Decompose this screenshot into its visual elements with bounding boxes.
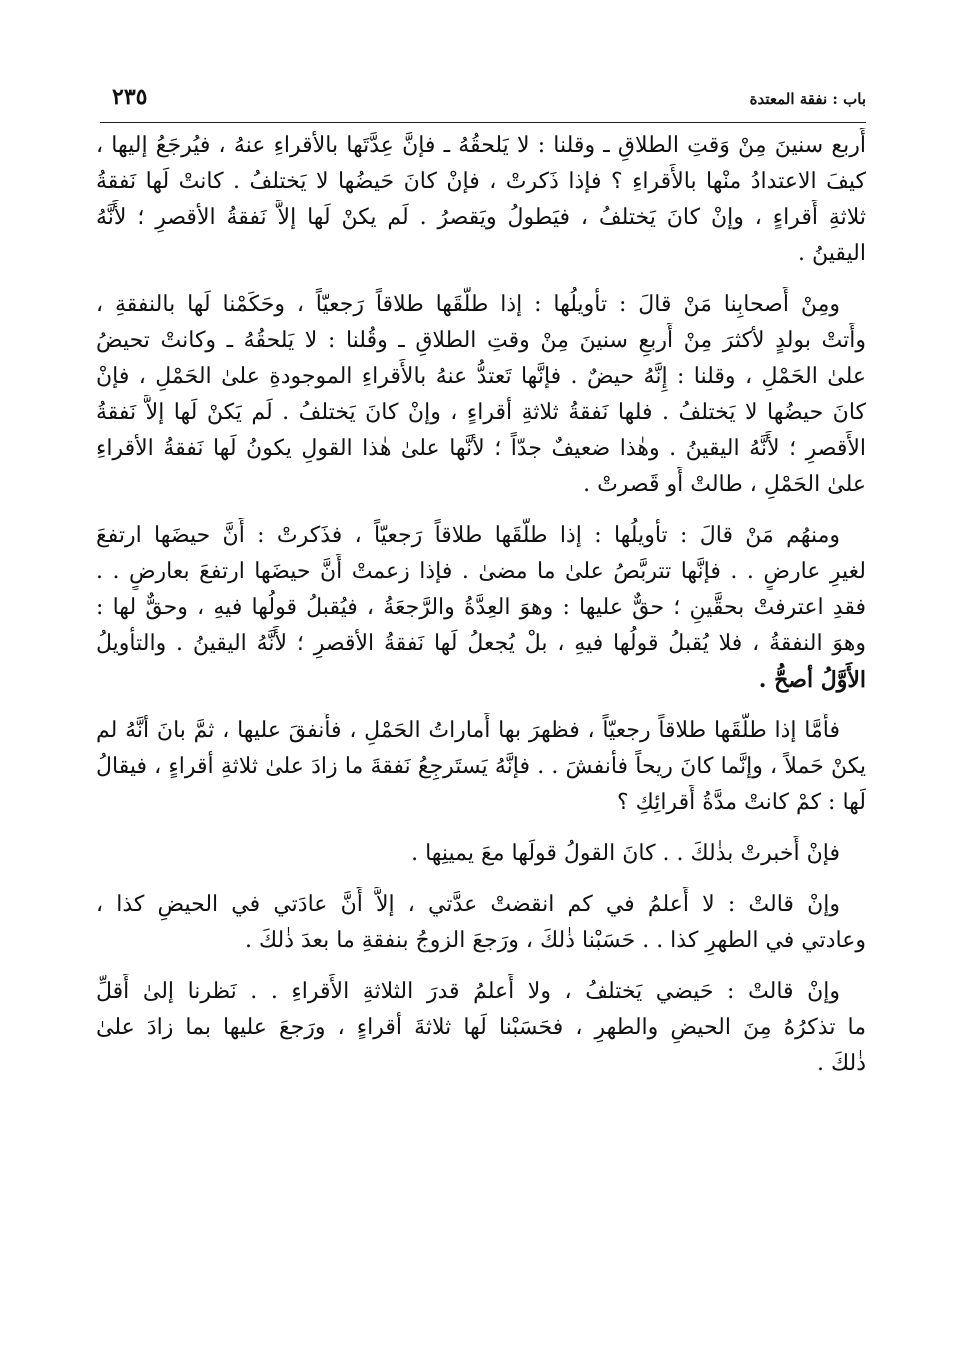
text-line: ثلاثةِ أَقراءٍ ، وإنْ كانَ يَختلفُ ، فيَطولُ ويَقصرُ . لَم يكنْ لَها إلاَّ نَفقةُ الأقصرِ ؛ لأَنَّهُ	[96, 205, 866, 230]
paragraph-6	[96, 887, 866, 959]
text-line: وعادتي في الطهرِ كذا . . حَسَبْنا ذٰلكَ ، ورَجعَ الزوجُ بنفقةِ ما بعدَ ذٰلكَ .	[244, 928, 866, 953]
paragraph-1	[96, 128, 866, 272]
text-line: ومنهُم مَنْ قالَ : تأويلُها : إذا طلَّقَها طلاقاً رَجعيّاً ، فذَكرتْ : أَنَّ حيضَها ارتفعَ	[96, 523, 840, 548]
paragraph-4	[96, 713, 866, 821]
text-line: ما تذكرُهُ مِنَ الحيضِ والطهرِ ، فحَسَبْنا لَها ثلاثةَ أقراءٍ ، ورَجعَ عليها بما زادَ علىٰ	[96, 1015, 866, 1040]
text-line: اليقينُ .	[798, 241, 866, 266]
text-line: الأَوَّلُ أصحُّ .	[758, 667, 866, 693]
text-line: يكنْ حَملاً ، وإنَّما كانَ ريحاً فأنفشَ . . فإنَّهُ يَستَرجِعُ نَفقةَ ما زادَ علىٰ ثلاثةِ أقراءٍ ، فيقالُ	[96, 754, 866, 779]
text-line: الأَقصرِ ؛ لأَنَّهُ اليقينُ . وهٰذا ضعيفٌ جدّاً ؛ لأنَّها علىٰ هٰذا القولِ يكونُ لَها نَفقةُ الأقراءِ	[96, 436, 866, 461]
page-number: ٢٣٥	[112, 84, 148, 110]
text-line: وإنْ قالتْ : لا أَعلمُ في كم انقضتْ عدَّتي ، إلاَّ أَنَّ عادَتي في الحيضِ كذا ،	[96, 892, 840, 917]
text-line: وهوَ النفقةُ ، فلا يُقبلُ قولُها فيهِ ، بلْ يُجعلُ لَها نَفقةُ الأقصرِ ؛ لأَنَّهُ اليقينُ . والتأويلُ	[96, 631, 866, 656]
text-line: أَربع سنينَ مِنْ وَقتِ الطلاقِ ـ وقلنا : لا يَلحقُهُ ـ فإنَّ عِدَّتَها بالأقراءِ عنهُ ، فيُرجَعُ إليها ،	[96, 133, 866, 158]
text-line: ذٰلكَ .	[816, 1051, 866, 1076]
text-line: كانَ حيضُها لا يَختلفُ . فلها نَفقةُ ثلاثةِ أقراءٍ ، وإنْ كانَ يَختلفُ . لَم يَكنْ لَها إلاَّ نَفقةُ	[96, 400, 866, 425]
chapter-title: باب : نفقة المعتدة	[749, 90, 866, 108]
paragraph-5	[96, 836, 866, 872]
paragraph-7	[96, 974, 866, 1082]
header-rule	[100, 122, 866, 123]
body-text	[96, 128, 866, 1097]
text-line: لَها : كمْ كانتْ مدَّةُ أَقرائِكِ ؟	[616, 790, 866, 815]
text-line: وإنْ قالتْ : حَيضي يَختلفُ ، ولا أَعلمُ قدرَ الثلاثةِ الأَقراءِ . . نَظرنا إلىٰ أَقلِّ	[96, 979, 840, 1004]
text-line: فقدِ اعترفتْ بحقَّينِ ؛ حقٌّ عليها : وهوَ العِدَّةُ والرَّجعَةُ ، فيُقبلُ قولُها فيهِ ، وحقٌّ لها :	[96, 595, 866, 620]
text-line: فأَمَّا إذا طلَّقَها طلاقاً رجعيّاً ، فظهرَ بها أَماراتُ الحَمْلِ ، فأَنفقَ عليها ، ثمَّ بانَ أنَّهُ لم	[96, 718, 840, 743]
text-line: كيفَ الاعتدادُ منْها بالأَقراءِ ؟ فإذا ذَكرتْ ، فإنْ كانَ حَيضُها لا يَختلفُ . كانتْ لَها نَفقةُ	[96, 169, 866, 194]
text-line: فإنْ أَخبرتْ بذٰلكَ . . كانَ القولُ قولَها معَ يمينِها .	[411, 841, 840, 866]
paragraph-3	[96, 518, 866, 698]
paragraph-2	[96, 287, 866, 503]
running-header	[100, 84, 866, 118]
text-line: علىٰ الحَمْلِ ، طالتْ أَو قَصرتْ .	[583, 472, 866, 497]
text-line: وأَتتْ بولدٍ لأكثرَ مِنْ أَربعِ سنينَ مِنْ وقتِ الطلاقِ ـ وقُلنا : لا يَلحقُهُ ـ وكانتْ تحيضُ	[96, 328, 866, 353]
text-line: علىٰ الحَمْلِ ، وقلنا : إِنَّهُ حيضٌ . فإنَّها تَعتدُّ عنهُ بالأَقراءِ الموجودةِ علىٰ الحَمْلِ ، فإنْ	[96, 364, 866, 389]
text-line: ومِنْ أَصحابِنا مَنْ قالَ : تأويلُها : إذا طلَّقَها طلاقاً رَجعيّاً ، وحَكَمْنا لَها بالنفقةِ ،	[96, 292, 840, 317]
text-line: لغيرِ عارضٍ . . فإنَّها تتربَّصُ علىٰ ما مضىٰ . فإذا زعمتْ أَنَّ حيضَها ارتفعَ بعارضٍ . .	[96, 559, 866, 584]
